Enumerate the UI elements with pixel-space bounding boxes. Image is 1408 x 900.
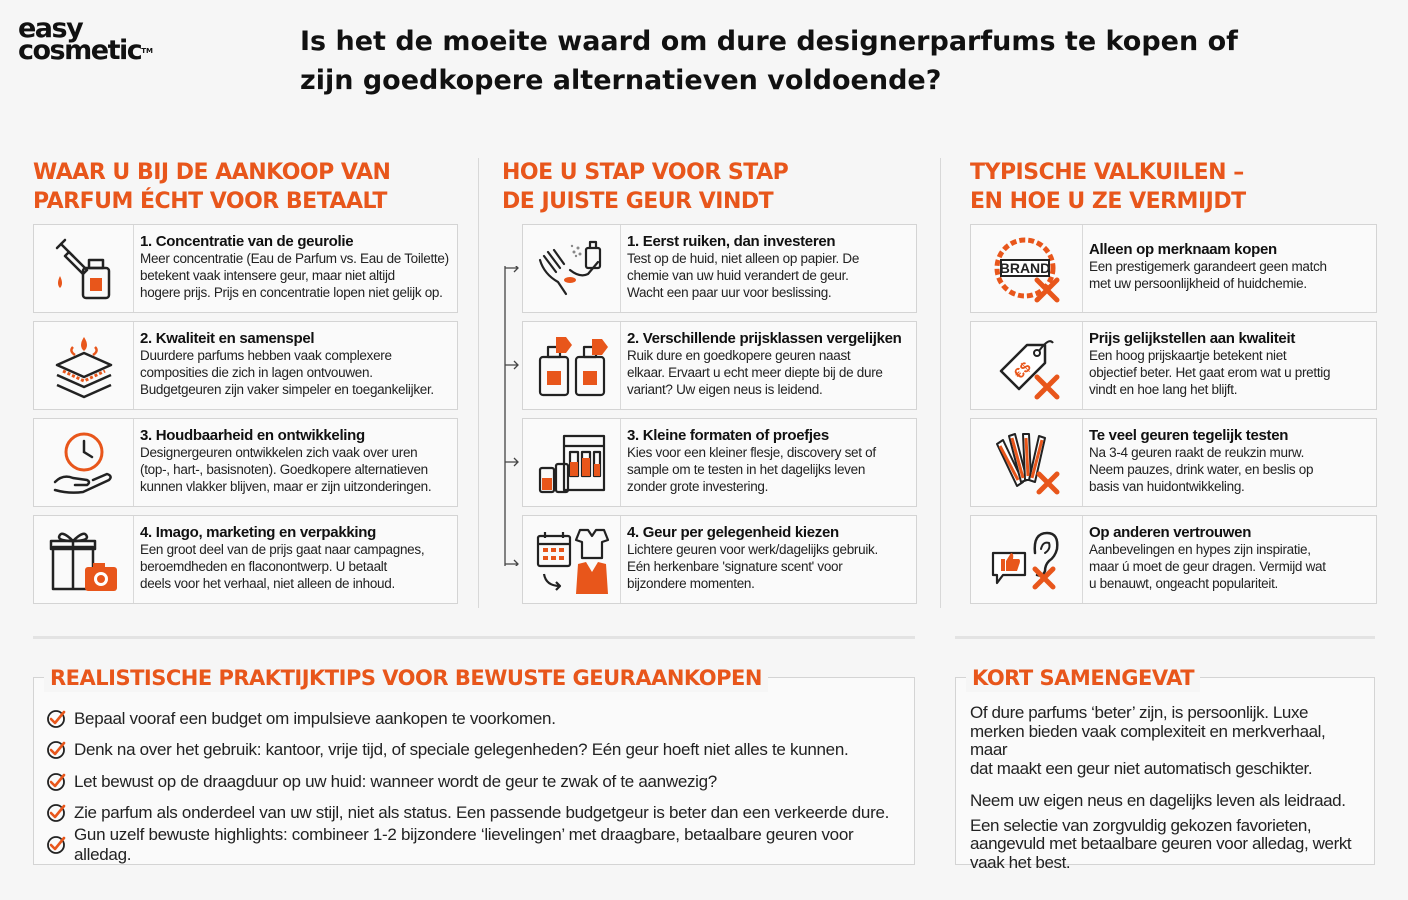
summary-text: Of dure parfums ‘beter’ zijn, is persoonlijk. Luxe merken bieden vaak complexiteit en merkverhaal, maar dat maakt een geur niet automatisch geschikter. Neem uw eigen neus en dagelijks leven als leidraad. Een selectie van zorgvuldig gekozen favorieten, aangevuld met betaalbare geuren voor alledag, werkt vaak het best. — [970, 703, 1352, 872]
list-item: Denk na over het gebruik: kantoor, vrije tijd, of speciale gelegenheden? Eén geur hoeft niet alles te kunnen. — [46, 735, 914, 767]
spray-hands-icon — [534, 234, 610, 304]
column-step-by-step — [502, 158, 917, 612]
tips-title: REALISTISCHE PRAKTIJKTIPS VOOR BEWUSTE GEURAANKOPEN — [44, 664, 768, 692]
brand-badge-text: BRAND — [999, 259, 1050, 276]
section-title: HOE U STAP VOOR STAP DE JUISTE GEUR VINDT — [502, 160, 789, 214]
bottles-tags-icon — [532, 331, 612, 401]
dropper-bottle-icon — [49, 234, 119, 304]
card-quality: 2. Kwaliteit en samenspel Duurdere parfums hebben vaak complexere composities die zich in lagen ontvouwen. Budgetgeuren zijn vaker simpeler en toegankelijker. — [33, 321, 458, 410]
column-divider — [940, 158, 941, 608]
list-item: Let bewust op de draagduur op uw huid: wanneer wordt de geur te zwak of te aanwezig? — [46, 766, 914, 798]
list-item: Bepaal vooraf een budget om impulsieve aankopen te voorkomen. — [46, 703, 914, 735]
card-heading: 1. Eerst ruiken, dan investeren — [627, 233, 836, 250]
page-title: Is het de moeite waard om dure designerparfums te kopen of zijn goedkopere alternatieven voldoende? — [300, 26, 1238, 96]
logo-line-1: easy — [18, 13, 83, 44]
card-heading: 2. Kwaliteit en samenspel — [140, 330, 315, 347]
tips-list — [46, 703, 914, 864]
card-compare-prices: 2. Verschillende prijsklassen vergelijken Ruik dure en goedkopere geuren naast elkaar. Ervaart u echt meer diepte bij de dure variant? Uw eigen neus is leidend. — [522, 321, 917, 410]
card-heading: Prijs gelijkstellen aan kwaliteit — [1089, 330, 1296, 347]
summary-box — [955, 666, 1375, 872]
calendar-clothes-icon — [534, 524, 610, 596]
sample-vials-icon — [534, 428, 610, 498]
price-tag-icon — [987, 331, 1067, 401]
checkmark-circle-icon — [46, 772, 66, 792]
card-heading: Te veel geuren tegelijk testen — [1089, 427, 1289, 444]
card-durability: 3. Houdbaarheid en ontwikkeling Designergeuren ontwikkelen zich vaak over uren (top-, hart-, basisnoten). Goedkopere alternatieven kunnen vlakker blijven, maar er zijn uitzonderingen. — [33, 418, 458, 507]
section-separator — [955, 636, 1375, 639]
section-title: WAAR U BIJ DE AANKOOP VAN PARFUM ÉCHT VOOR BETAALT — [33, 160, 391, 214]
clock-hand-icon — [49, 428, 119, 498]
card-trust-others: Op anderen vertrouwen Aanbevelingen en hypes zijn inspiratie, maar ú moet de geur dragen. Vermijd wat u benauwt, ongeacht populariteit. — [970, 515, 1377, 604]
checkmark-circle-icon — [46, 835, 66, 855]
checkmark-circle-icon — [46, 803, 66, 823]
card-heading: Op anderen vertrouwen — [1089, 524, 1252, 541]
test-strips-icon — [987, 428, 1067, 498]
column-divider — [478, 158, 479, 608]
card-image-marketing: 4. Imago, marketing en verpakking Een groot deel van de prijs gaat naar campagnes, beroemdheden en flaconontwerp. U betaalt deels voor het verhaal, niet alleen de inhoud. — [33, 515, 458, 604]
summary-title: KORT SAMENGEVAT — [966, 664, 1200, 692]
easy-cosmetic-logo — [18, 13, 188, 66]
gift-camera-icon — [47, 525, 121, 595]
card-price-quality: €$ Prijs gelijkstellen aan kwaliteit Een hoog prijskaartje betekent niet objectief beter. Het gaat erom wat u prettig vindt en hoe lang het blijft. — [970, 321, 1377, 410]
column-what-you-pay-for — [33, 158, 458, 612]
card-heading: 2. Verschillende prijsklassen vergelijken — [627, 330, 902, 347]
list-item: Gun uzelf bewuste highlights: combineer 1-2 bijzondere ‘lievelingen’ met draagbare, betaalbare geuren voor alledag. — [46, 829, 914, 861]
checkmark-circle-icon — [46, 709, 66, 729]
card-concentration: 1. Concentratie van de geurolie Meer concentratie (Eau de Parfum vs. Eau de Toilette) betekent vaak intensere geur, maar niet altijd hogere prijs. Prijs en concentratie lopen niet gelijk op. — [33, 224, 458, 313]
logo-trademark: TM — [141, 47, 153, 55]
column-pitfalls — [970, 158, 1377, 612]
card-heading: 1. Concentratie van de geurolie — [140, 233, 354, 250]
card-heading: 4. Imago, marketing en verpakking — [140, 524, 377, 541]
layers-drop-icon — [49, 331, 119, 401]
practical-tips-box — [33, 666, 915, 865]
checkmark-circle-icon — [46, 740, 66, 760]
logo-line-2: cosmetic — [18, 35, 142, 66]
card-occasion: 4. Geur per gelegenheid kiezen Lichtere geuren voor werk/dagelijks gebruik. Eén herkenbare 'signature scent' voor bijzondere momenten. — [522, 515, 917, 604]
section-title: TYPISCHE VALKUILEN – EN HOE U ZE VERMIJDT — [970, 160, 1246, 214]
section-separator — [33, 636, 915, 639]
brand-badge-icon — [987, 234, 1067, 304]
card-heading: 3. Kleine formaten of proefjes — [627, 427, 829, 444]
list-item: Zie parfum als onderdeel van uw stijl, niet als status. Een passende budgetgeur is beter dan een verkeerde dure. — [46, 798, 914, 830]
card-brand-only: BRAND Alleen op merknaam kopen Een prestigemerk garandeert geen match met uw persoonlijkheid of huidchemie. — [970, 224, 1377, 313]
card-smell-first: 1. Eerst ruiken, dan investeren Test op de huid, niet alleen op papier. De chemie van uw huid verandert de geur. Wacht een paar uur voor beslissing. — [522, 224, 917, 313]
card-heading: Alleen op merknaam kopen — [1089, 241, 1277, 258]
card-heading: 4. Geur per gelegenheid kiezen — [627, 524, 839, 541]
card-heading: 3. Houdbaarheid en ontwikkeling — [140, 427, 365, 444]
currency-text: €$ — [1010, 358, 1035, 383]
card-small-formats: 3. Kleine formaten of proefjes Kies voor een kleiner flesje, discovery set of sample om te testen in het dagelijks leven zonder grote investering. — [522, 418, 917, 507]
card-too-many: Te veel geuren tegelijk testen Na 3-4 geuren raakt de reukzin murw. Neem pauzes, drink water, en beslis op basis van huidontwikkeling. — [970, 418, 1377, 507]
thumb-ear-icon — [987, 525, 1067, 595]
